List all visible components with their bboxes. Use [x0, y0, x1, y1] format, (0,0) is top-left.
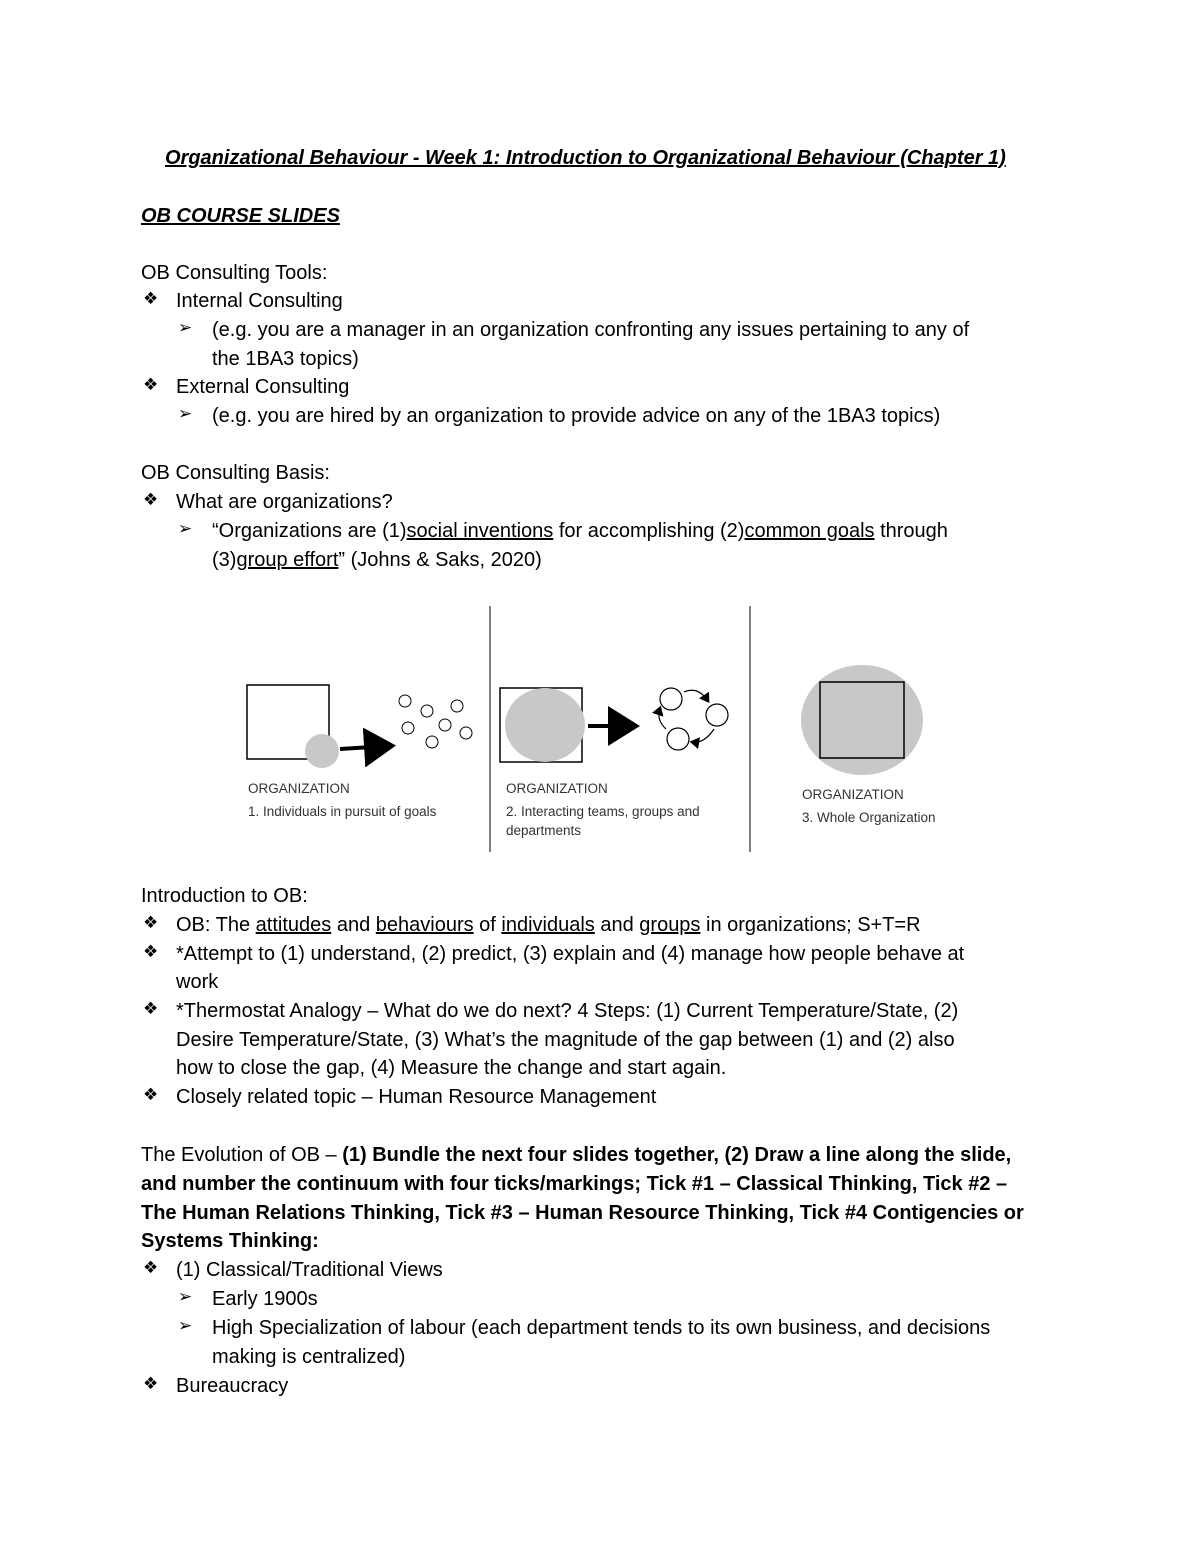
evolution-line-4: Systems Thinking:: [141, 1230, 319, 1252]
classical-views: (1) Classical/Traditional Views: [176, 1259, 443, 1281]
interaction-arrow-icon: [684, 690, 708, 701]
bullet-attempt: [0, 940, 1200, 968]
quote-text: “Organizations are (1): [212, 520, 407, 542]
bullet-related-topic: [0, 1083, 1200, 1111]
thermostat-line-1: *Thermostat Analogy – What do we do next? 4 Steps: (1) Current Temperature/State, (2): [176, 1000, 959, 1022]
panel2-caption-line-1: 2. Interacting teams, groups and: [506, 804, 700, 819]
bullet-what-are-organizations: [0, 488, 1200, 516]
group-circle: [706, 704, 728, 726]
arrow-bullet-icon: ➢: [178, 318, 193, 337]
internal-detail-line-1: (e.g. you are a manager in an organization confronting any issues pertaining to any of: [212, 319, 970, 341]
ob-definition: [176, 911, 921, 939]
bullet-internal-detail: [0, 316, 1200, 344]
goal-circle: [426, 736, 438, 748]
panel-individuals: [247, 685, 472, 819]
diamond-bullet-icon: ❖: [143, 375, 159, 394]
arrow-icon: [340, 746, 388, 749]
quote-social-inventions: social inventions: [406, 520, 554, 542]
definition-text: of: [473, 914, 502, 936]
evolution-instruction: (1) Bundle the next four slides together, (2) Draw a line along the slide,: [342, 1144, 1012, 1166]
bullet-thermostat: [0, 997, 1200, 1025]
goal-circle: [421, 705, 433, 717]
evolution-line-1: [141, 1141, 1011, 1169]
goal-circle: [460, 727, 472, 739]
bullet-early-1900s: [0, 1285, 1200, 1313]
quote-line-1: [212, 517, 948, 545]
quote-group-effort: group effort: [236, 549, 339, 571]
consulting-basis-heading: OB Consulting Basis:: [141, 462, 330, 484]
bullet-internal-consulting: [0, 287, 1200, 315]
team-circle: [505, 688, 585, 762]
group-circle: [660, 688, 682, 710]
bullet-external-consulting: [0, 373, 1200, 401]
quote-citation: ” (Johns & Saks, 2020): [338, 549, 542, 571]
panel1-caption: 1. Individuals in pursuit of goals: [248, 804, 437, 819]
definition-behaviours: behaviours: [375, 914, 474, 936]
panel3-title: ORGANIZATION: [802, 787, 904, 802]
arrow-bullet-icon: ➢: [178, 1316, 193, 1335]
evolution-line-3: The Human Relations Thinking, Tick #3 – Human Resource Thinking, Tick #4 Contigencies or: [141, 1202, 1024, 1224]
group-circle: [667, 728, 689, 750]
bullet-ob-definition: [0, 911, 1200, 939]
diamond-bullet-icon: ❖: [143, 942, 159, 961]
bureaucracy: Bureaucracy: [176, 1375, 289, 1397]
definition-text: and: [331, 914, 376, 936]
bullet-external-detail: [0, 402, 1200, 430]
panel-interacting-teams: [500, 688, 728, 838]
diamond-bullet-icon: ❖: [143, 913, 159, 932]
goal-circle: [439, 719, 451, 731]
attempt-line-1: *Attempt to (1) understand, (2) predict, (3) explain and (4) manage how people behave at: [176, 943, 965, 965]
evolution-heading: The Evolution of OB –: [141, 1144, 343, 1166]
definition-text: in organizations; S+T=R: [700, 914, 921, 936]
organizations-question: What are organizations?: [176, 491, 393, 513]
page-title: Organizational Behaviour - Week 1: Introduction to Organizational Behaviour (Chapter 1): [165, 147, 1006, 169]
panel3-caption: 3. Whole Organization: [802, 810, 936, 825]
arrow-bullet-icon: ➢: [178, 1287, 193, 1306]
panel1-title: ORGANIZATION: [248, 781, 350, 796]
quote-text: (3): [212, 549, 237, 571]
definition-attitudes: attitudes: [255, 914, 332, 936]
external-consulting-label: External Consulting: [176, 376, 350, 398]
interaction-arrow-icon: [692, 729, 714, 742]
diamond-bullet-icon: ❖: [143, 1374, 159, 1393]
specialization-line-1: High Specialization of labour (each department tends to its own business, and decisions: [212, 1317, 991, 1339]
attempt-line-2: work: [176, 971, 219, 993]
panel-whole-organization: [801, 665, 936, 825]
consulting-tools-heading: OB Consulting Tools:: [141, 262, 328, 284]
course-slides-heading: OB COURSE SLIDES: [141, 205, 340, 227]
quote-line-2: [212, 546, 542, 574]
intro-heading: Introduction to OB:: [141, 885, 308, 907]
individual-circle: [305, 734, 339, 768]
goal-circle: [451, 700, 463, 712]
bullet-classical-views: [0, 1256, 1200, 1284]
internal-detail-line-2: the 1BA3 topics): [212, 348, 359, 370]
bullet-organizations-quote: [0, 517, 1200, 545]
early-1900s: Early 1900s: [212, 1288, 318, 1310]
evolution-line-2: and number the continuum with four ticks/markings; Tick #1 – Classical Thinking, Tick #2 –: [141, 1173, 1008, 1195]
panel2-caption-line-2: departments: [506, 823, 582, 838]
diamond-bullet-icon: ❖: [143, 490, 159, 509]
arrow-bullet-icon: ➢: [178, 519, 193, 538]
definition-text: OB: The: [176, 914, 256, 936]
bullet-bureaucracy: [0, 1372, 1200, 1400]
specialization-line-2: making is centralized): [212, 1346, 406, 1368]
organization-diagram: [236, 602, 956, 858]
interaction-arrow-icon: [659, 708, 666, 729]
diamond-bullet-icon: ❖: [143, 1085, 159, 1104]
external-detail: (e.g. you are hired by an organization to provide advice on any of the 1BA3 topics): [212, 405, 941, 427]
related-topic: Closely related topic – Human Resource Management: [176, 1086, 657, 1108]
quote-text: for accomplishing (2): [553, 520, 745, 542]
bullet-specialization: [0, 1314, 1200, 1342]
internal-consulting-label: Internal Consulting: [176, 290, 343, 312]
definition-individuals: individuals: [501, 914, 595, 936]
definition-groups: groups: [639, 914, 701, 936]
quote-common-goals: common goals: [744, 520, 875, 542]
goal-circle: [402, 722, 414, 734]
diamond-bullet-icon: ❖: [143, 999, 159, 1018]
goal-circle: [399, 695, 411, 707]
quote-text: through: [874, 520, 948, 542]
thermostat-line-3: how to close the gap, (4) Measure the change and start again.: [176, 1057, 727, 1079]
panel2-title: ORGANIZATION: [506, 781, 608, 796]
definition-text: and: [594, 914, 640, 936]
arrow-bullet-icon: ➢: [178, 404, 193, 423]
thermostat-line-2: Desire Temperature/State, (3) What’s the magnitude of the gap between (1) and (2) also: [176, 1029, 955, 1051]
diamond-bullet-icon: ❖: [143, 289, 159, 308]
diamond-bullet-icon: ❖: [143, 1258, 159, 1277]
